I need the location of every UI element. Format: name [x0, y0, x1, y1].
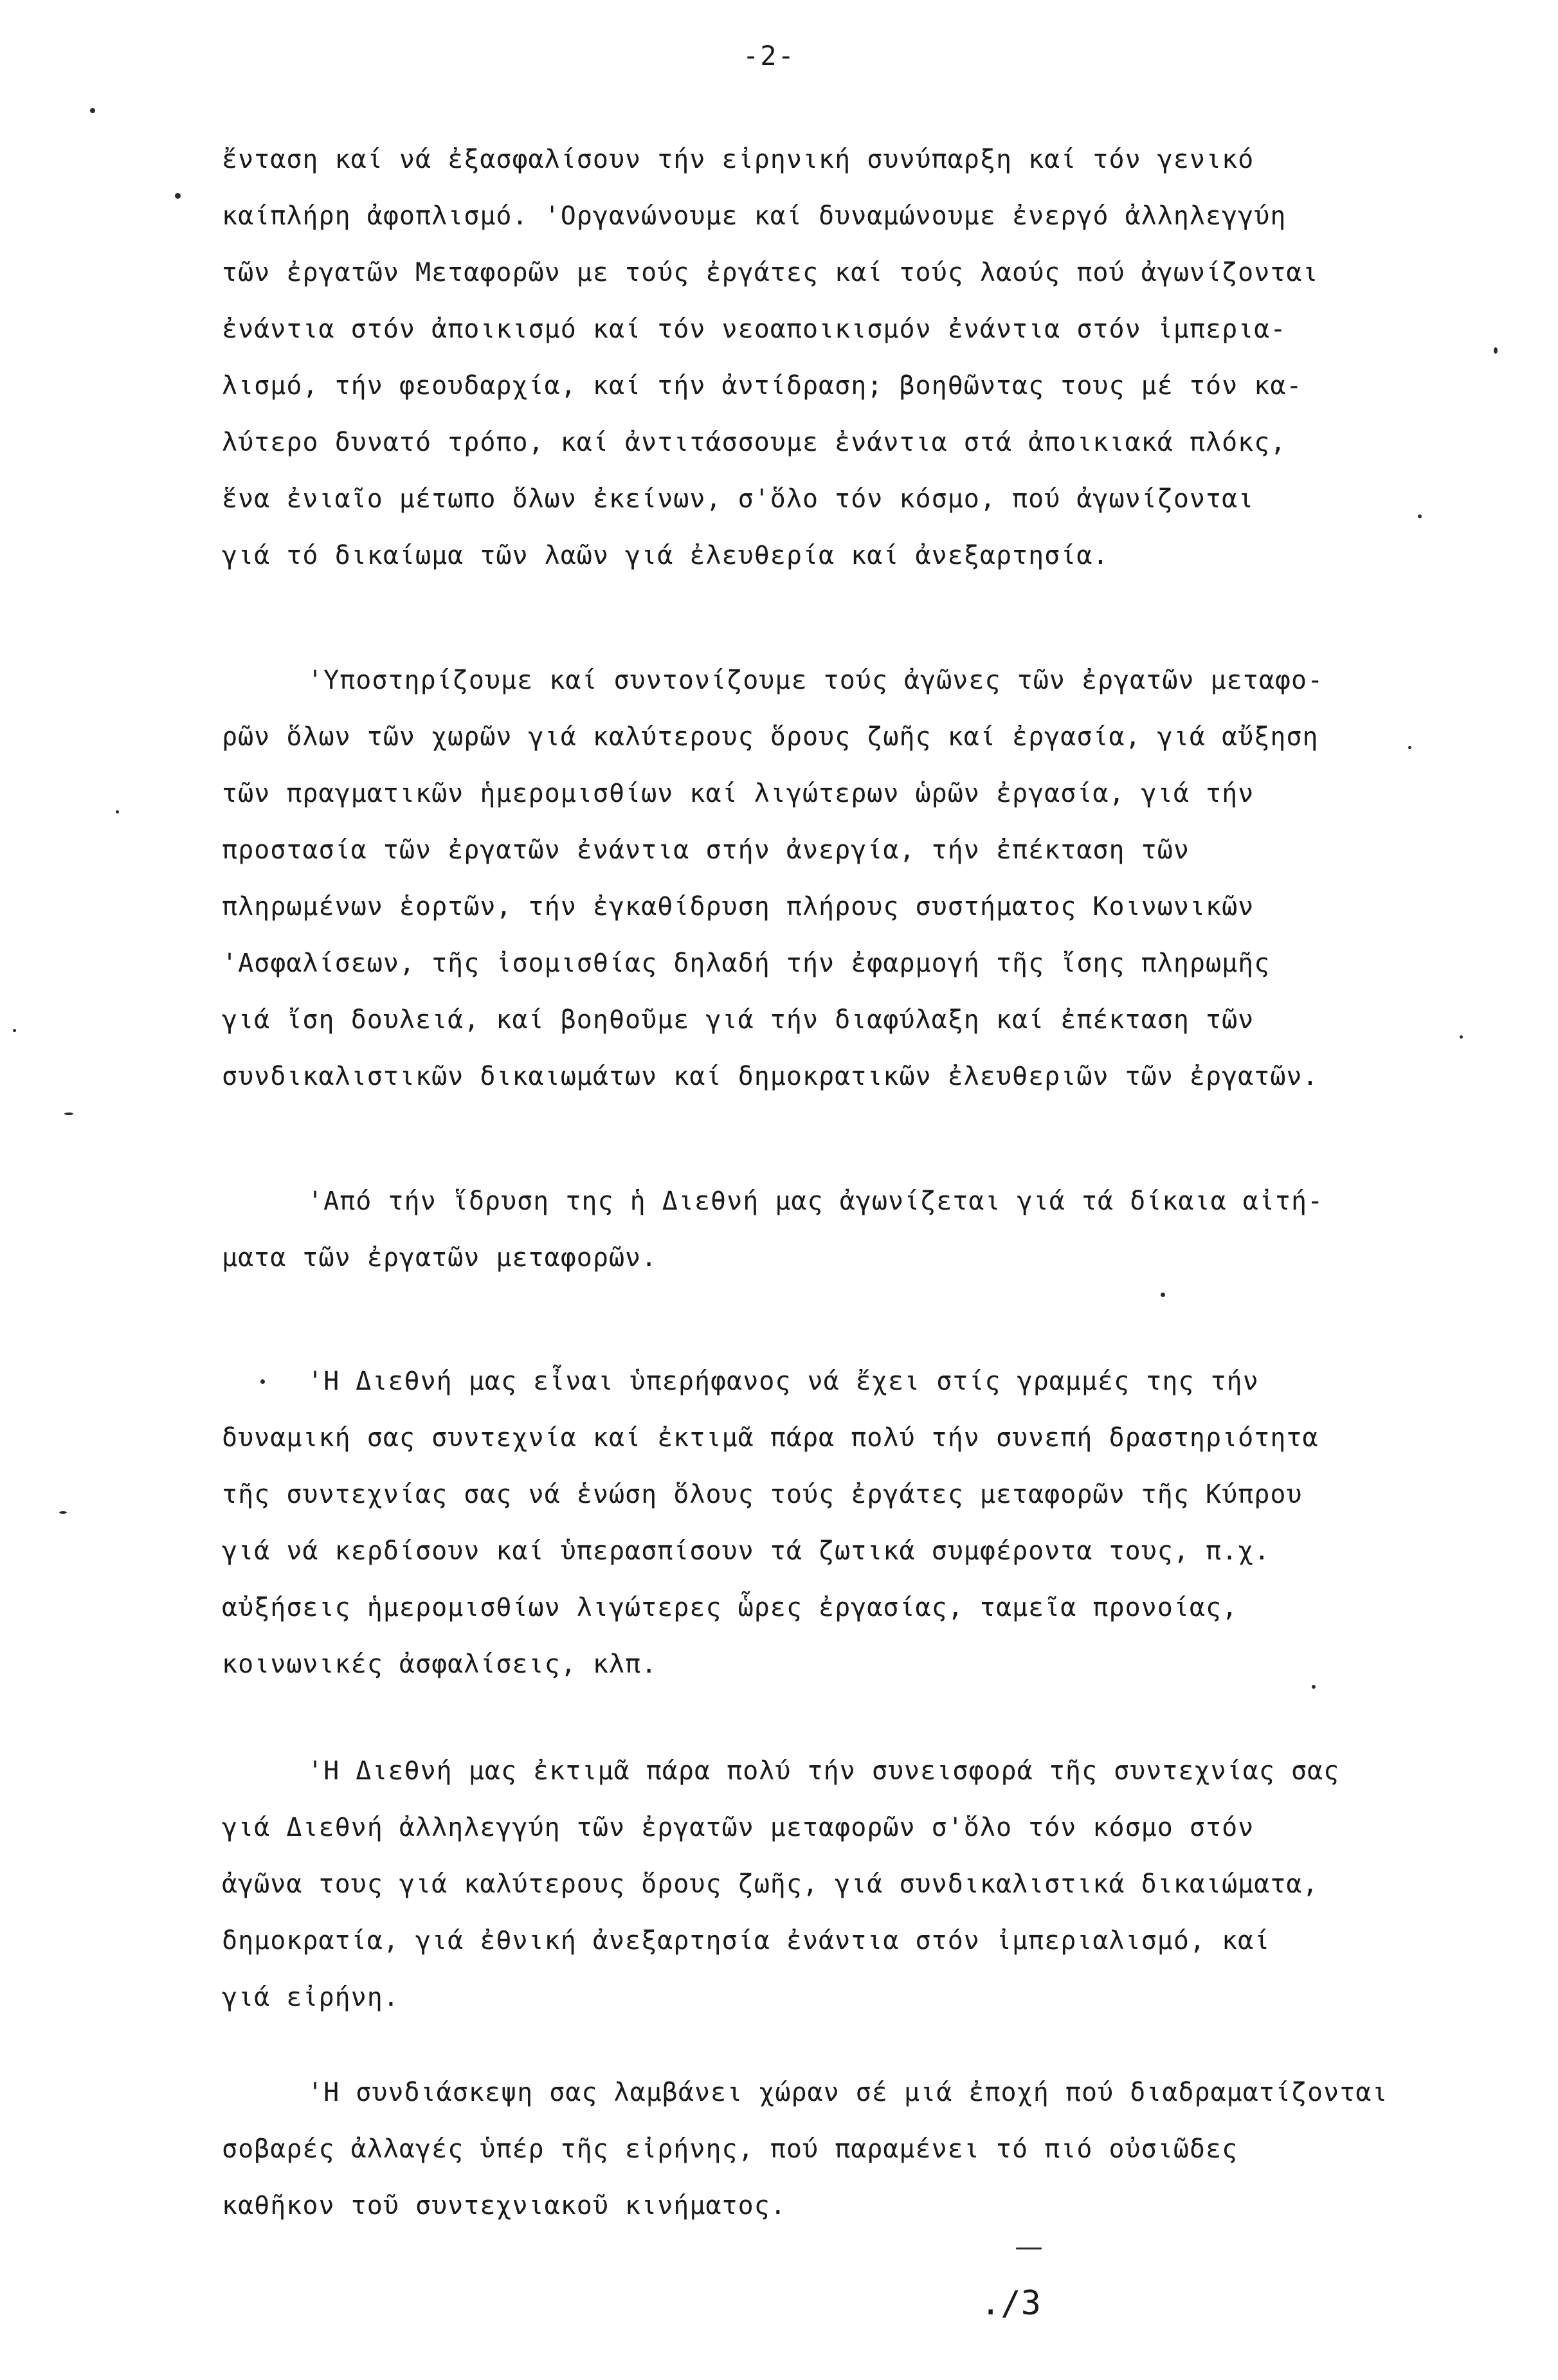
scan-speck	[90, 108, 95, 113]
text-line: 'Από τήν ἵδρυση της ἡ Διεθνή μας ἀγωνίζεται γιά τά δίκαια αἰτή-	[307, 1186, 1324, 1216]
text-line: 'Υποστηρίζουμε καί συντονίζουμε τούς ἀγῶνες τῶν ἐργατῶν μεταφο-	[307, 666, 1324, 695]
text-line: σοβαρές ἀλλαγές ὑπέρ τῆς εἰρήνης, πού παραμένει τό πιό οὐσιῶδες	[222, 2134, 1238, 2164]
next-page-reference: ./3	[981, 2284, 1041, 2323]
text-line: γιά εἰρήνη.	[222, 1983, 399, 2012]
text-line: καίπλήρη ἀφοπλισμό. 'Οργανώνουμε καί δυναμώνουμε ἐνεργό ἀλληλεγγύη	[222, 201, 1287, 231]
text-line: ρῶν ὅλων τῶν χωρῶν γιά καλύτερους ὅρους ζωῆς καί ἐργασία, γιά αὔξηση	[222, 722, 1319, 752]
scan-speck	[1312, 1685, 1316, 1689]
text-line: καθῆκον τοῦ συντεχνιακοῦ κινήματος.	[222, 2191, 786, 2221]
scan-speck	[1016, 2248, 1042, 2249]
text-line: γιά ἴση δουλειά, καί βοηθοῦμε γιά τήν διαφύλαξη καί ἐπέκταση τῶν	[222, 1005, 1255, 1035]
text-line: ἀγῶνα τους γιά καλύτερους ὅρους ζωῆς, γιά συνδικαλιστικά δικαιώματα,	[222, 1869, 1319, 1899]
text-line: πληρωμένων ἑορτῶν, τήν ἐγκαθίδρυση πλήρους συστήματος Κοινωνικῶν	[222, 892, 1255, 922]
text-line: προστασία τῶν ἐργατῶν ἐνάντια στήν ἀνεργία, τήν ἐπέκταση τῶν	[222, 835, 1190, 865]
scan-speck	[260, 1379, 265, 1384]
text-line: δημοκρατία, γιά ἐθνική ἀνεξαρτησία ἐνάντια στόν ἰμπεριαλισμό, καί	[222, 1926, 1271, 1956]
text-line: λύτερο δυνατό τρόπο, καί ἀντιτάσσουμε ἐνάντια στά ἀποικιακά πλόκς,	[222, 428, 1287, 457]
text-line: αὐξήσεις ἡμερομισθίων λιγώτερες ὧρες ἐργασίας, ταμεῖα προνοίας,	[222, 1593, 1238, 1622]
text-line: ἐνάντια στόν ἀποικισμό καί τόν νεοαποικισμόν ἐνάντια στόν ἰμπερια-	[222, 314, 1287, 344]
text-line: 'Η Διεθνή μας ἐκτιμᾶ πάρα πολύ τήν συνεισφορά τῆς συντεχνίας σας	[307, 1756, 1340, 1786]
text-line: συνδικαλιστικῶν δικαιωμάτων καί δημοκρατικῶν ἐλευθεριῶν τῶν ἐργατῶν.	[222, 1062, 1319, 1091]
text-line: ἔνταση καί νά ἐξασφαλίσουν τήν εἰρηνική συνύπαρξη καί τόν γενικό	[222, 145, 1255, 174]
text-line: τῶν πραγματικῶν ἡμερομισθίων καί λιγώτερων ὡρῶν ἐργασία, γιά τήν	[222, 779, 1255, 808]
scan-speck	[175, 193, 181, 199]
text-line: δυναμική σας συντεχνία καί ἐκτιμᾶ πάρα πολύ τήν συνεπή δραστηριότητα	[222, 1423, 1319, 1453]
scan-speck	[1408, 746, 1411, 749]
scan-speck	[1460, 1035, 1463, 1039]
page-number: -2-	[743, 40, 795, 71]
text-line: γιά νά κερδίσουν καί ὑπερασπίσουν τά ζωτικά συμφέροντα τους, π.χ.	[222, 1536, 1271, 1566]
scan-speck	[13, 1029, 16, 1032]
scan-speck	[116, 810, 119, 813]
text-line: 'Ασφαλίσεων, τῆς ἰσομισθίας δηλαδή τήν ἐφαρμογή τῆς ἴσης πληρωμῆς	[222, 949, 1271, 978]
text-line: ἕνα ἐνιαῖο μέτωπο ὅλων ἐκείνων, σ'ὅλο τόν κόσμο, πού ἀγωνίζονται	[222, 484, 1255, 514]
text-line: τῆς συντεχνίας σας νά ἑνώση ὅλους τούς ἐργάτες μεταφορῶν τῆς Κύπρου	[222, 1480, 1303, 1509]
text-line: 'Η συνδιάσκεψη σας λαμβάνει χώραν σέ μιά ἐποχή πού διαδραματίζονται	[307, 2078, 1388, 2107]
scan-speck	[1494, 347, 1498, 354]
scan-speck	[1418, 514, 1422, 518]
text-line: λισμό, τήν φεουδαρχία, καί τήν ἀντίδραση; βοηθῶντας τους μέ τόν κα-	[222, 371, 1303, 401]
text-line: ματα τῶν ἐργατῶν μεταφορῶν.	[222, 1243, 658, 1273]
text-line: τῶν ἐργατῶν Μεταφορῶν με τούς ἐργάτες καί τούς λαούς πού ἀγωνίζονται	[222, 258, 1319, 287]
scan-speck	[59, 1511, 67, 1514]
text-line: γιά Διεθνή ἀλληλεγγύη τῶν ἐργατῶν μεταφορῶν σ'ὅλο τόν κόσμο στόν	[222, 1813, 1255, 1842]
text-line: γιά τό δικαίωμα τῶν λαῶν γιά ἐλευθερία καί ἀνεξαρτησία.	[222, 541, 1109, 570]
scan-speck	[1161, 1293, 1165, 1297]
text-line: κοινωνικές ἀσφαλίσεις, κλπ.	[222, 1649, 658, 1679]
text-line: 'Η Διεθνή μας εἶναι ὑπερήφανος νά ἔχει στίς γραμμές της τήν	[307, 1367, 1259, 1396]
scan-speck	[64, 1113, 73, 1115]
